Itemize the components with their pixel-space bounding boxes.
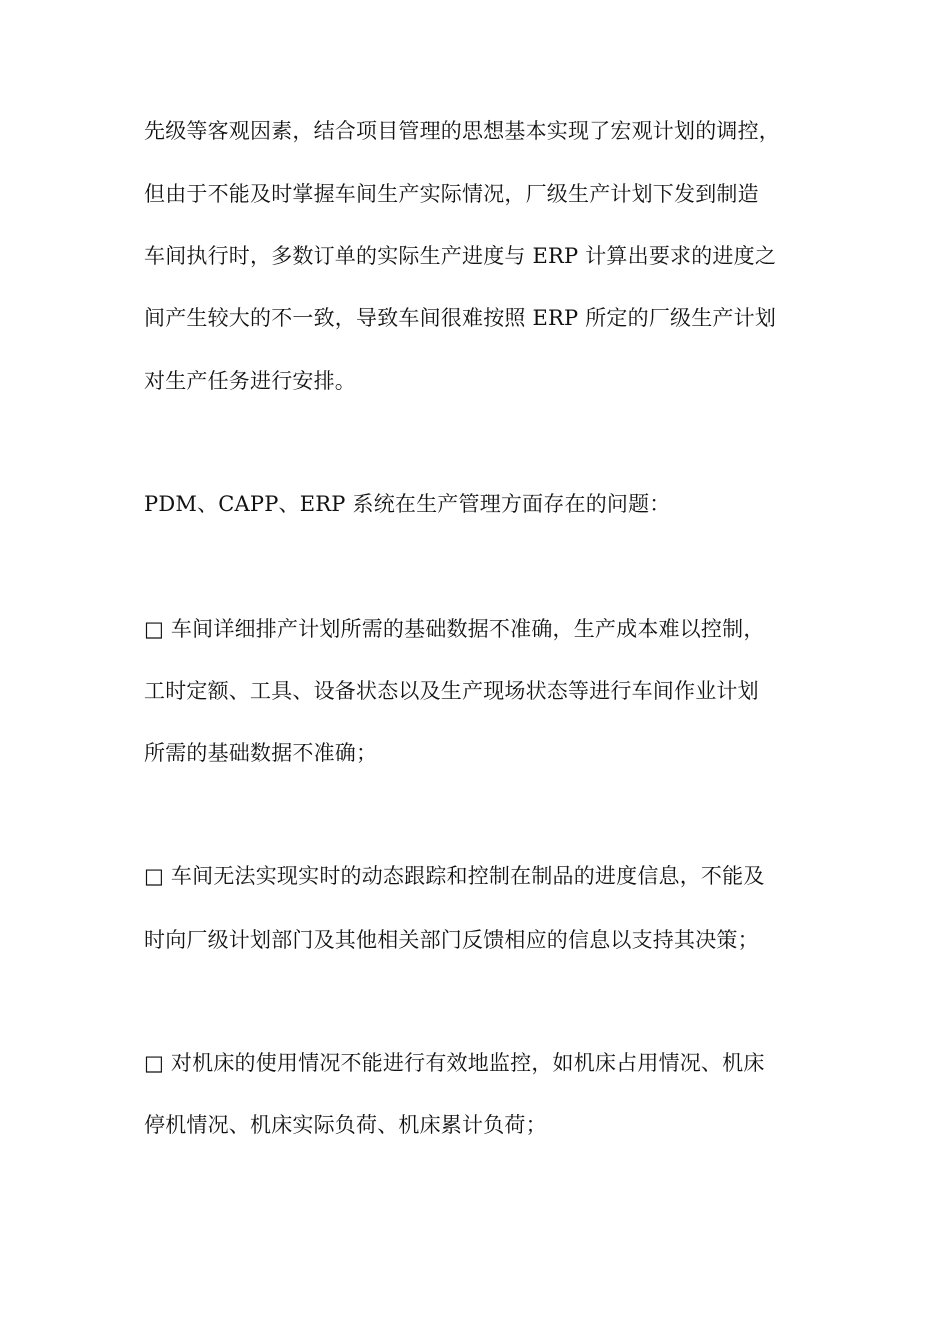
bullet-line: 停机情况、机床实际负荷、机床累计负荷； — [144, 1113, 547, 1137]
paragraph-line: 间产生较大的不一致，导致车间很难按照 ERP 所定的厂级生产计划 — [144, 306, 777, 330]
paragraph-line: 对生产任务进行安排。 — [144, 369, 356, 393]
section-heading: PDM、CAPP、ERP 系统在生产管理方面存在的问题： — [144, 492, 671, 516]
bullet-line: □ 对机床的使用情况不能进行有效地监控，如机床占用情况、机床 — [144, 1051, 765, 1075]
bullet-line: □ 车间无法实现实时的动态跟踪和控制在制品的进度信息，不能及 — [144, 864, 765, 888]
paragraph-line: 先级等客观因素，结合项目管理的思想基本实现了宏观计划的调控， — [144, 119, 780, 143]
bullet-line: 工时定额、工具、设备状态以及生产现场状态等进行车间作业计划 — [144, 679, 759, 703]
paragraph-line: 但由于不能及时掌握车间生产实际情况，厂级生产计划下发到制造 — [144, 182, 759, 206]
bullet-line: 时向厂级计划部门及其他相关部门反馈相应的信息以支持其决策； — [144, 928, 759, 952]
bullet-line: □ 车间详细排产计划所需的基础数据不准确，生产成本难以控制， — [144, 617, 765, 641]
paragraph-line: 车间执行时，多数订单的实际生产进度与 ERP 计算出要求的进度之 — [144, 244, 777, 268]
bullet-line: 所需的基础数据不准确； — [144, 741, 378, 765]
